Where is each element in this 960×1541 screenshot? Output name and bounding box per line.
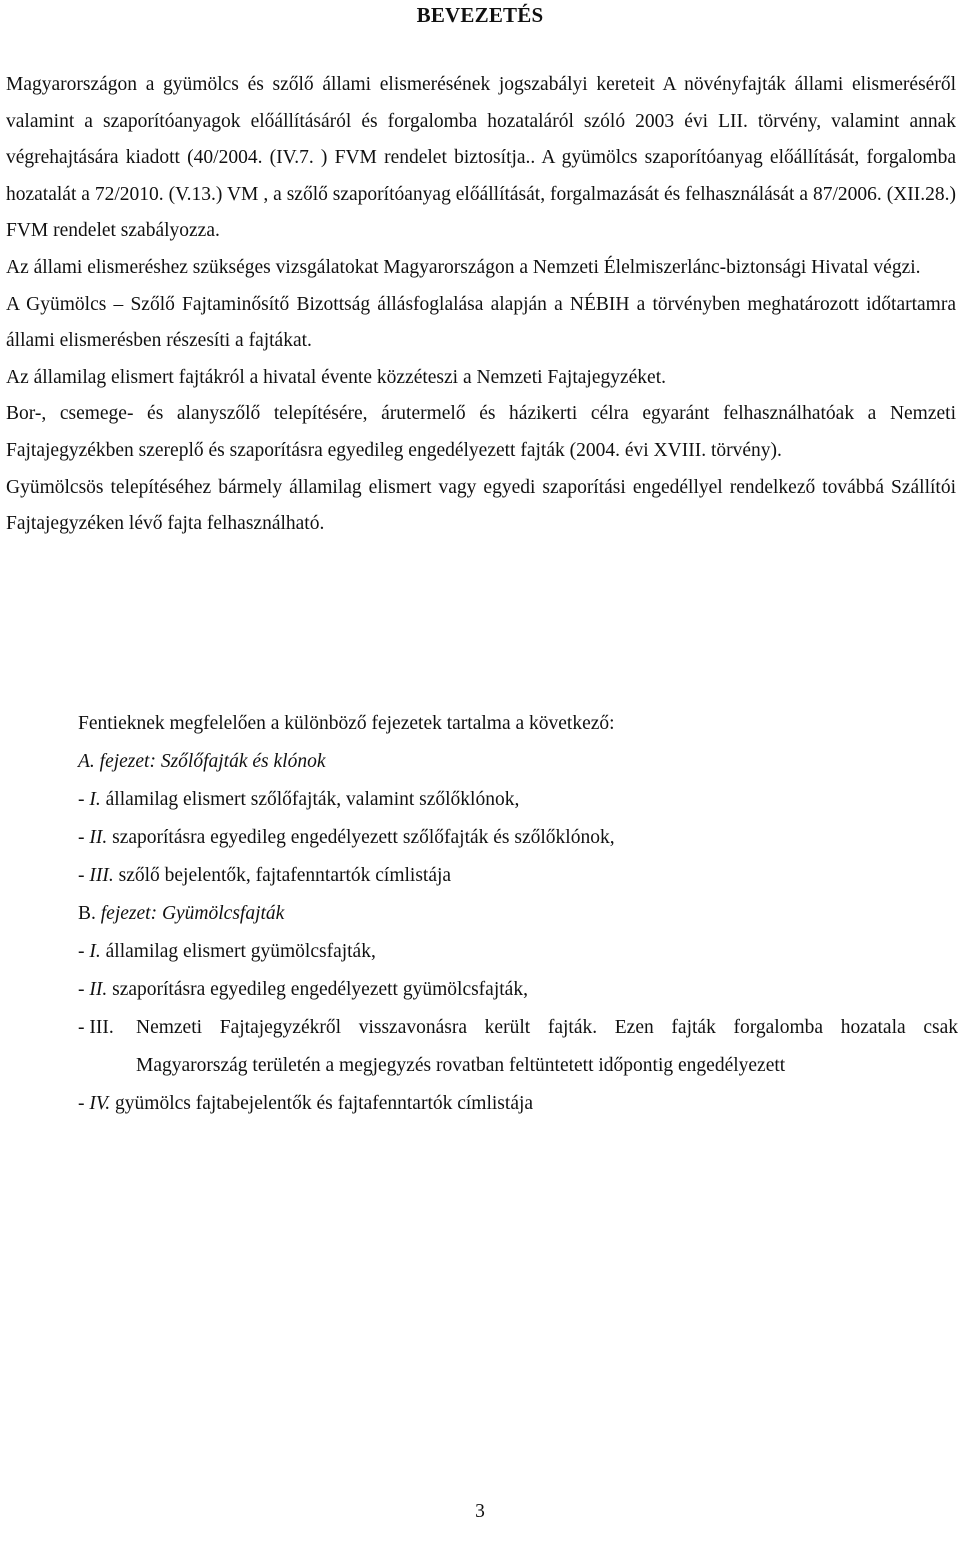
list-item-withdrawn: - III. Nemzeti Fajtajegyzékről visszavonásra került fajták. Ezen fajták forgalomba hozatala csak Magyarország területén a megjegyzés rovatban feltüntetett időpontig engedélyezett [78, 1017, 958, 1076]
intro-section [6, 67, 956, 543]
chapter-a-heading: A. fejezet: Szőlőfajták és klónok [78, 751, 326, 772]
paragraph-committee: A Gyümölcs – Szőlő Fajtaminősítő Bizottság állásfoglalása alapján a NÉBIH a törvényben meghatározott időtartamra állami elismerésben részesíti a fajtákat. [6, 293, 956, 352]
paragraph-fruit-planting: Gyümölcsös telepítéséhez bármely államilag elismert vagy egyedi szaporítási engedéllyel rendelkező továbbá Szállítói Fajtajegyzéken lévő fajta felhasználható. [6, 476, 956, 535]
contents-intro: Fentieknek megfelelően a különböző fejezetek tartalma a következő: [78, 713, 615, 734]
list-item: - II. szaporításra egyedileg engedélyezett gyümölcsfajták, [78, 979, 528, 1000]
list-item: - I. államilag elismert szőlőfajták, valamint szőlőklónok, [78, 789, 520, 810]
paragraph-variety-list: Az államilag elismert fajtákról a hivatal évente közzéteszi a Nemzeti Fajtajegyzéket. [6, 366, 666, 388]
chapter-b-heading: B. fejezet: Gyümölcsfajták [78, 903, 285, 924]
list-item: - II. szaporításra egyedileg engedélyezett szőlőfajták és szőlőklónok, [78, 827, 615, 848]
page-title: BEVEZETÉS [416, 3, 544, 27]
paragraph-legal-framework: Magyarországon a gyümölcs és szőlő állami elismerésének jogszabályi kereteit A növényfajták állami elismeréséről valamint a szaporítóanyagok előállításáról és forgalomba hozataláról szóló 2003 évi LII. törvény, valamint annak végrehajtására kiadott (40/2004. (IV.7. ) FVM rendelet biztosítja.. A gyümölcs szaporítóanyag előállítását, forgalomba hozatalát a 72/2010. (V.13.) VM , a szőlő szaporítóanyag előállítását, forgalmazását és felhasználását a 87/2006. (XII.28.) FVM rendelet szabályozza. [6, 74, 956, 242]
list-item: - III. szőlő bejelentők, fajtafenntartók címlistája [78, 865, 452, 886]
paragraph-testing-authority: Az állami elismeréshez szükséges vizsgálatokat Magyarországon a Nemzeti Élelmiszerlánc-biztonsági Hivatal végzi. [6, 256, 921, 278]
contents-section [78, 705, 958, 1123]
list-item: - I. államilag elismert gyümölcsfajták, [78, 941, 376, 962]
page-number: 3 [475, 1501, 485, 1522]
list-item: - IV. gyümölcs fajtabejelentők és fajtafenntartók címlistája [78, 1093, 534, 1114]
paragraph-grape-planting: Bor-, csemege- és alanyszőlő telepítésére, árutermelő és házikerti célra egyaránt felhasználhatóak a Nemzeti Fajtajegyzékben szereplő és szaporításra egyedileg engedélyezett fajták (2004. évi XVIII. törvény). [6, 403, 956, 461]
